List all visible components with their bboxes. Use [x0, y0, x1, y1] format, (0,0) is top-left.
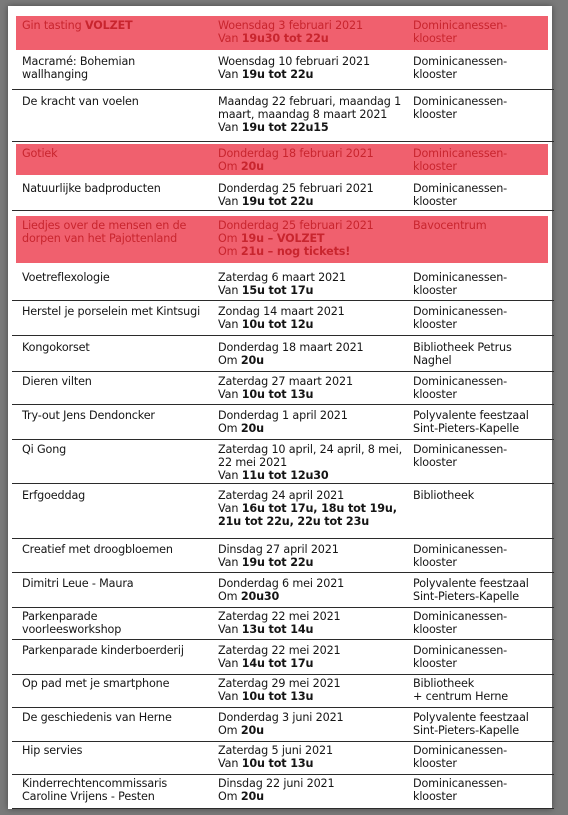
event-date: [218, 543, 410, 569]
event-date-line: Zaterdag 6 maart 2021: [218, 271, 346, 284]
event-row: [12, 607, 554, 640]
event-name-line: Hip servies: [22, 744, 83, 757]
event-date: [218, 409, 410, 435]
event-location-line: klooster: [413, 318, 457, 331]
event-location-line: Dominicanessen-: [413, 147, 508, 160]
event-time: [218, 790, 410, 803]
event-date: [218, 711, 410, 737]
time-prefix: Van: [218, 318, 242, 331]
event-time: [218, 502, 410, 515]
event-location: [413, 19, 543, 45]
event-name-line: Try-out Jens Dendoncker: [22, 409, 155, 422]
event-location: [413, 219, 543, 232]
event-date-line: Woensdag 3 februari 2021: [218, 19, 363, 32]
event-row-highlighted: [12, 144, 554, 178]
event-time: [218, 623, 410, 636]
event-name-line: Natuurlijke badproducten: [22, 182, 161, 195]
event-date-line: Maandag 22 februari, maandag 1: [218, 95, 402, 108]
event-name-line: dorpen van het Pajottenland: [22, 232, 178, 245]
sold-out-label: VOLZET: [84, 19, 133, 32]
time-value-extra: 21u tot 22u, 22u tot 23u: [218, 515, 370, 528]
time-prefix: Van: [218, 68, 242, 81]
event-time: [218, 68, 410, 81]
event-time: [218, 422, 410, 435]
event-name: [22, 375, 212, 388]
time-prefix: Om: [218, 422, 241, 435]
event-row: [12, 486, 554, 539]
event-location: [413, 147, 543, 173]
time-value: 10u tot 13u: [241, 690, 314, 703]
event-date-line: Donderdag 25 februari 2021: [218, 219, 374, 232]
event-date: [218, 577, 410, 603]
event-row: [12, 52, 554, 90]
event-location-line: + centrum Herne: [413, 690, 509, 703]
event-name-line: De geschiedenis van Herne: [22, 711, 172, 724]
event-date: [218, 777, 410, 803]
event-row: [12, 708, 554, 742]
event-date-line: Donderdag 18 maart 2021: [218, 341, 364, 354]
event-row-highlighted: [12, 216, 554, 266]
event-name-line: Macramé: Bohemian: [22, 55, 136, 68]
event-location-line: Dominicanessen-: [413, 777, 508, 790]
event-location-line: Dominicanessen-: [413, 644, 508, 657]
event-location: [413, 677, 543, 703]
event-date-line: Donderdag 25 februari 2021: [218, 182, 374, 195]
event-name-line: De kracht van voelen: [22, 95, 139, 108]
events-schedule-page: [8, 6, 552, 809]
event-row: [12, 774, 554, 809]
time-prefix: Om: [218, 232, 241, 245]
event-location-line: Sint-Pieters-Kapelle: [413, 724, 520, 737]
event-name-line: Parkenparade kinderboerderij: [22, 644, 184, 657]
event-location-line: klooster: [413, 108, 457, 121]
time-value: 19u tot 22u: [241, 556, 314, 569]
event-location: [413, 744, 543, 770]
event-row-highlighted: [12, 16, 554, 53]
event-name-line: Creatief met droogbloemen: [22, 543, 173, 556]
event-date: [218, 147, 410, 173]
event-row: [12, 92, 554, 142]
event-location-line: Dominicanessen-: [413, 610, 508, 623]
time-value: 10u tot 13u: [241, 388, 314, 401]
event-name-line: Caroline Vrijens - Pesten: [22, 790, 155, 803]
time-value: 14u tot 17u: [241, 657, 314, 670]
event-date: [218, 489, 410, 528]
event-location-line: Sint-Pieters-Kapelle: [413, 590, 520, 603]
time-prefix: Van: [218, 388, 242, 401]
time-value: 10u tot 13u: [241, 757, 314, 770]
event-time: [218, 245, 410, 258]
time-prefix: Van: [218, 502, 242, 515]
event-location-line: klooster: [413, 32, 457, 45]
event-name: [22, 489, 212, 502]
event-location-line: klooster: [413, 790, 457, 803]
event-date-line: Zaterdag 24 april 2021: [218, 489, 345, 502]
time-prefix: Om: [218, 245, 241, 258]
event-time: [218, 757, 410, 770]
event-name: [22, 182, 212, 195]
event-row: [12, 574, 554, 608]
event-location-line: Dominicanessen-: [413, 744, 508, 757]
event-name-line: Herstel je porselein met Kintsugi: [22, 305, 201, 318]
event-time: [218, 724, 410, 737]
event-location-line: Polyvalente feestzaal: [413, 409, 529, 422]
event-date: [218, 610, 410, 636]
time-value: 11u tot 12u30: [241, 469, 329, 482]
event-name: [22, 305, 212, 318]
event-location-line: Dominicanessen-: [413, 182, 508, 195]
time-prefix: Van: [218, 623, 242, 636]
event-date-line: Donderdag 1 april 2021: [218, 409, 348, 422]
time-value: 20u30: [240, 590, 280, 603]
event-name: [22, 55, 212, 81]
event-name-line: Kongokorset: [22, 341, 90, 354]
event-date: [218, 644, 410, 670]
event-name: [22, 677, 212, 690]
event-row: [12, 372, 554, 405]
event-date: [218, 305, 410, 331]
event-date-line: Zaterdag 10 april, 24 april, 8 mei,: [218, 443, 403, 456]
event-name: [22, 147, 212, 160]
event-name: [22, 409, 212, 422]
time-value: 20u: [240, 422, 264, 435]
event-name-line: Erfgoeddag: [22, 489, 86, 502]
event-date-line: 22 mei 2021: [218, 456, 288, 469]
time-prefix: Van: [218, 469, 242, 482]
time-value: 19u – VOLZET: [240, 232, 325, 245]
event-time: [218, 556, 410, 569]
event-location: [413, 341, 543, 367]
time-prefix: Om: [218, 790, 241, 803]
event-location: [413, 55, 543, 81]
event-name: [22, 341, 212, 354]
event-row: [12, 741, 554, 775]
event-name-line: Gotiek: [22, 147, 58, 160]
time-value: 16u tot 17u, 18u tot 19u,: [241, 502, 397, 515]
event-date: [218, 271, 410, 297]
event-name-line: Kinderrechtencommissaris: [22, 777, 168, 790]
time-prefix: Van: [218, 757, 242, 770]
event-time: [218, 121, 410, 134]
event-date-line: Donderdag 18 februari 2021: [218, 147, 374, 160]
event-location-line: Bibliotheek Petrus: [413, 341, 512, 354]
time-prefix: Van: [218, 32, 242, 45]
event-name-line: Voetreflexologie: [22, 271, 110, 284]
time-prefix: Van: [218, 284, 242, 297]
event-name: [22, 777, 212, 803]
event-date-line: Zaterdag 27 maart 2021: [218, 375, 353, 388]
event-location: [413, 543, 543, 569]
event-name: [22, 577, 212, 590]
event-name: [22, 443, 212, 456]
event-row: [12, 674, 554, 708]
event-time: [218, 354, 410, 367]
event-row: [12, 406, 554, 440]
event-name-line: voorleesworkshop: [22, 623, 122, 636]
event-location: [413, 777, 543, 803]
event-date-line: Zondag 14 maart 2021: [218, 305, 345, 318]
event-name: [22, 744, 212, 757]
event-location-line: Dominicanessen-: [413, 375, 508, 388]
event-location: [413, 489, 543, 502]
event-name-line: Dimitri Leue - Maura: [22, 577, 134, 590]
event-location-line: klooster: [413, 195, 457, 208]
event-date: [218, 341, 410, 367]
event-name-line: Qi Gong: [22, 443, 67, 456]
event-location-line: Polyvalente feestzaal: [413, 711, 529, 724]
event-location: [413, 375, 543, 401]
event-time: [218, 284, 410, 297]
event-time: [218, 195, 410, 208]
event-time: [218, 232, 410, 245]
time-prefix: Van: [218, 690, 242, 703]
event-date: [218, 55, 410, 81]
event-date-line: Donderdag 3 juni 2021: [218, 711, 344, 724]
event-name: [22, 644, 212, 657]
event-date-line: Woensdag 10 februari 2021: [218, 55, 370, 68]
event-date-line: Dinsdag 22 juni 2021: [218, 777, 335, 790]
time-value: 15u tot 17u: [241, 284, 314, 297]
time-value: 20u: [240, 724, 264, 737]
event-row: [12, 268, 554, 301]
event-location-line: Dominicanessen-: [413, 443, 508, 456]
event-name: [22, 219, 212, 245]
event-location-line: Dominicanessen-: [413, 95, 508, 108]
event-date: [218, 19, 410, 45]
time-prefix: Van: [218, 556, 242, 569]
event-location-line: Dominicanessen-: [413, 543, 508, 556]
event-location-line: klooster: [413, 556, 457, 569]
time-value: 19u tot 22u: [241, 195, 314, 208]
event-name-line: Op pad met je smartphone: [22, 677, 170, 690]
time-prefix: Om: [218, 160, 241, 173]
event-time: [218, 32, 410, 45]
time-value: 20u: [240, 790, 264, 803]
event-name: [22, 19, 212, 32]
event-location-line: klooster: [413, 456, 457, 469]
event-location-line: Dominicanessen-: [413, 271, 508, 284]
event-name: [22, 711, 212, 724]
event-date: [218, 95, 410, 134]
event-time: [218, 657, 410, 670]
event-location-line: klooster: [413, 284, 457, 297]
event-time: [218, 160, 410, 173]
time-prefix: Om: [218, 724, 241, 737]
event-time: [218, 469, 410, 482]
event-date-line: Zaterdag 22 mei 2021: [218, 644, 341, 657]
time-value: 13u tot 14u: [241, 623, 314, 636]
event-location-line: klooster: [413, 160, 457, 173]
time-value: 20u: [240, 354, 264, 367]
event-row: [12, 440, 554, 484]
time-value: 19u tot 22u15: [241, 121, 329, 134]
event-location-line: klooster: [413, 657, 457, 670]
event-name-line: wallhanging: [22, 68, 89, 81]
event-date: [218, 375, 410, 401]
time-prefix: Van: [218, 657, 242, 670]
event-location-line: Dominicanessen-: [413, 19, 508, 32]
time-value: 10u tot 12u: [241, 318, 314, 331]
event-location: [413, 182, 543, 208]
event-location: [413, 271, 543, 297]
event-name: [22, 610, 212, 636]
event-location-line: klooster: [413, 757, 457, 770]
event-location: [413, 577, 543, 603]
event-row: [12, 302, 554, 336]
event-date-line: Dinsdag 27 april 2021: [218, 543, 339, 556]
event-time: [218, 590, 410, 603]
event-time: [218, 690, 410, 703]
event-name-line: Parkenparade: [22, 610, 98, 623]
event-date-line: Donderdag 6 mei 2021: [218, 577, 345, 590]
event-date-line: Zaterdag 5 juni 2021: [218, 744, 333, 757]
event-location: [413, 610, 543, 636]
event-location: [413, 644, 543, 670]
event-location: [413, 409, 543, 435]
event-date-line: maart, maandag 8 maart 2021: [218, 108, 388, 121]
event-name: [22, 95, 212, 108]
event-date: [218, 744, 410, 770]
event-location: [413, 443, 543, 469]
event-row: [12, 641, 554, 675]
event-location: [413, 95, 543, 121]
time-prefix: Om: [218, 590, 241, 603]
event-name: [22, 543, 212, 556]
event-row: [12, 179, 554, 211]
event-time: [218, 318, 410, 331]
event-time: [218, 388, 410, 401]
event-name-line: Liedjes over de mensen en de: [22, 219, 187, 232]
time-value: 21u – nog tickets!: [240, 245, 351, 258]
time-prefix: Van: [218, 121, 242, 134]
time-prefix: Om: [218, 354, 241, 367]
event-row: [12, 540, 554, 573]
event-row: [12, 338, 554, 372]
time-value: 19u30 tot 22u: [241, 32, 329, 45]
event-location-line: Sint-Pieters-Kapelle: [413, 422, 520, 435]
event-location: [413, 305, 543, 331]
event-date-line: Zaterdag 22 mei 2021: [218, 610, 341, 623]
event-name-line: Dieren vilten: [22, 375, 92, 388]
event-location-line: Bibliotheek: [413, 677, 475, 690]
event-location-line: klooster: [413, 388, 457, 401]
time-prefix: Van: [218, 195, 242, 208]
event-date: [218, 443, 410, 482]
event-date: [218, 182, 410, 208]
event-location-line: klooster: [413, 68, 457, 81]
event-location-line: Bavocentrum: [413, 219, 487, 232]
event-date: [218, 219, 410, 258]
time-value: 19u tot 22u: [241, 68, 314, 81]
event-location: [413, 711, 543, 737]
event-location-line: Naghel: [413, 354, 452, 367]
event-date: [218, 677, 410, 703]
event-location-line: Dominicanessen-: [413, 305, 508, 318]
event-name: [22, 271, 212, 284]
event-location-line: Bibliotheek: [413, 489, 475, 502]
event-name-line: Gin tasting: [22, 19, 85, 32]
time-value: 20u: [240, 160, 264, 173]
event-location-line: Polyvalente feestzaal: [413, 577, 529, 590]
event-date-line: Zaterdag 29 mei 2021: [218, 677, 341, 690]
event-location-line: klooster: [413, 623, 457, 636]
event-location-line: Dominicanessen-: [413, 55, 508, 68]
